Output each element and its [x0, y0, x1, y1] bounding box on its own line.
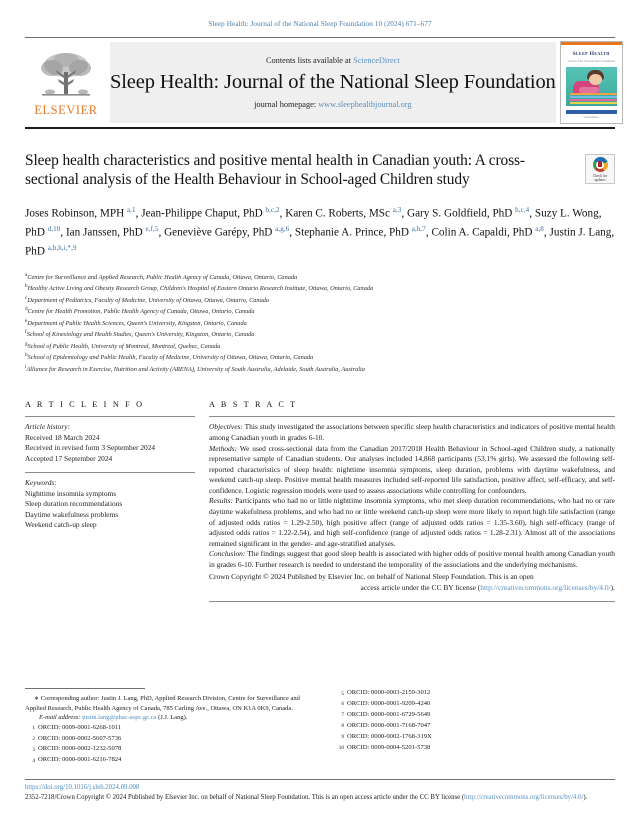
- info-abstract-region: [25, 400, 615, 602]
- affiliation-marker: a: [25, 271, 28, 278]
- affiliation-marker: d: [25, 306, 28, 313]
- affiliation-item: [25, 271, 615, 283]
- orcid-note: [334, 710, 615, 721]
- keyword-item: Sleep duration recommendations: [25, 499, 123, 509]
- elsevier-wordmark: ELSEVIER: [34, 103, 98, 117]
- orcid-note: [25, 734, 318, 745]
- page-footer: [25, 779, 615, 802]
- elsevier-logo: [25, 38, 107, 127]
- orcid-note: [25, 755, 318, 766]
- orcid-text: ORCID: 0000-0001-9209-4240: [347, 699, 431, 707]
- author-list: Joses Robinson, MPH $^{a,1}$, Jean-Philippe Chaput, PhD $^{b,c,2}$, Karen C. Roberts, MSc $^{a,3}$, Gary S. Goldfield, PhD $^{b,c,4}$, Suzy L. Wong, PhD $^{d,10}$, Ian Janssen, PhD $^{e,f,5}$, Geneviève Garépy, PhD $^{a,g,6}$, Stephanie A. Prince, PhD $^{a,h,7}$, Colin A. Capaldi, PhD $^{a,8}$, Justin J. Lang, PhD $^{a,b,h,i,*,9}$: [25, 206, 615, 258]
- orcid-marker: 2: [32, 736, 35, 743]
- article-info-column: [25, 400, 209, 602]
- corresponding-author-note: ∗ Corresponding author: Justin J. Lang, PhD, Applied Research Division, Centre for Surveillance and Applied Research, Public Health Agency of Canada, 785 Carling Ave., Ottawa, ON K1A 0K9, Canada.: [25, 695, 300, 713]
- orcid-text: ORCID: 0000-0001-6729-5649: [347, 710, 431, 718]
- license-suffix: ).: [610, 583, 615, 593]
- footnote-divider: [25, 688, 145, 689]
- journal-homepage-line: [254, 100, 411, 109]
- article-info-heading: A R T I C L E I N F O: [25, 400, 145, 410]
- affiliation-text: Alliance for Research in Exercise, Nutrition and Activity (ARENA), University of South Australia, Adelaide, South Australia, Australia: [26, 365, 365, 373]
- footer-copyright: [25, 793, 615, 802]
- orcid-text: ORCID: 0000-0001-6216-7824: [38, 756, 122, 764]
- orcid-note: [334, 732, 615, 743]
- divider: [25, 416, 195, 417]
- email-address-link[interactable]: justin.lang@phac-aspc.gc.ca: [82, 714, 157, 722]
- affiliation-item: [25, 317, 615, 329]
- abstract-section-label: Objectives:: [209, 422, 243, 432]
- cover-footer: ScienceDirect: [583, 116, 599, 119]
- divider: [209, 416, 615, 417]
- footer-copyright-text: 2352-7218/Crown Copyright © 2024 Published by Elsevier Inc. on behalf of National Sleep Foundation. This is an open access article under the CC BY license (: [25, 794, 465, 801]
- divider: [25, 472, 195, 473]
- abstract-copyright-line1: Crown Copyright © 2024 Published by Elsevier Inc. on behalf of National Sleep Foundation. This is an open: [209, 571, 534, 581]
- cover-title: Sleep Health: [572, 51, 610, 57]
- corresponding-author-text: Corresponding author: Justin J. Lang, PhD, Applied Research Division, Centre for Surveillance and Applied Research, Public Health Agency of Canada, 785 Carling Ave., Ottawa, ON K1A 0K9, Canada.: [25, 695, 300, 713]
- email-note: [25, 713, 318, 722]
- affiliation-marker: f: [25, 329, 27, 336]
- abstract-section-label: Results:: [209, 496, 233, 506]
- footer-copyright-suffix: ).: [583, 794, 588, 801]
- affiliation-marker: b: [25, 283, 28, 290]
- orcid-note: [334, 743, 615, 754]
- email-label: E-mail address:: [39, 714, 81, 722]
- orcid-text: ORCID: 0000-0002-1768-319X: [347, 732, 432, 740]
- contents-lists-line: [266, 56, 400, 65]
- orcid-marker: 6: [341, 701, 344, 708]
- orcid-text: ORCID: 0009-0001-6268-1011: [38, 723, 122, 731]
- abstract-section: [209, 549, 615, 570]
- abstract-section-text: This study investigated the associations between specific sleep health characteristics and indicators of positive mental health among Canadian youth in grades 6-10.: [209, 422, 615, 442]
- article-history-item: Received in revised form 3 September 2024: [25, 443, 156, 453]
- affiliation-text: School of Public Health, University of Montreal, Montreal, Quebec, Canada: [27, 342, 221, 350]
- keyword-item: Daytime wakefulness problems: [25, 509, 119, 519]
- email-owner: (J.J. Lang).: [158, 714, 188, 722]
- divider: [209, 601, 615, 602]
- sciencedirect-link[interactable]: ScienceDirect: [353, 55, 400, 65]
- orcid-marker: 3: [32, 746, 35, 753]
- keywords-label: Keywords:: [25, 478, 57, 488]
- article-history-item: Received 18 March 2024: [25, 432, 100, 442]
- affiliation-marker: e: [25, 317, 28, 324]
- crossmark-icon: [593, 157, 608, 172]
- footnotes-region: [25, 688, 615, 766]
- footnotes-right-column: [330, 688, 615, 766]
- homepage-prefix: journal homepage:: [254, 99, 319, 109]
- affiliation-text: Centre for Surveillance and Applied Research, Public Health Agency of Canada, Ottawa, Ontario, Canada: [27, 273, 298, 281]
- title-block: [25, 151, 615, 189]
- affiliation-item: [25, 305, 615, 317]
- keyword-item: Weekend catch-up sleep: [25, 520, 97, 530]
- license-prefix: access article under the CC BY license (: [360, 583, 481, 593]
- cc-by-license-link[interactable]: http://creativecommons.org/licenses/by/4.0/: [480, 583, 611, 593]
- page-title: Sleep health characteristics and positive mental health in Canadian youth: A cross-sectional analysis of the Health Behaviour in School-aged Children study: [25, 152, 525, 188]
- journal-homepage-link[interactable]: www.sleephealthjournal.org: [318, 99, 412, 109]
- crossmark-label-line1: Check for: [592, 173, 608, 178]
- orcid-text: ORCID: 0009-0004-5201-5738: [347, 743, 431, 751]
- affiliation-text: Healthy Active Living and Obesity Research Group, Children's Hospital of Eastern Ontario Research Institute, Ottawa, Ontario, Canada: [27, 285, 374, 293]
- article-history-item: Accepted 17 September 2024: [25, 453, 113, 463]
- affiliation-item: [25, 294, 615, 306]
- affiliation-item: [25, 328, 615, 340]
- abstract-copyright-line2: [209, 583, 615, 594]
- affiliation-text: Department of Public Health Sciences, Queen's University, Kingston, Ontario, Canada: [27, 319, 247, 327]
- orcid-note: [334, 699, 615, 710]
- journal-masthead: [25, 37, 615, 129]
- keyword-item: Nighttime insomnia symptoms: [25, 488, 117, 498]
- abstract-section-text: We used cross-sectional data from the Canadian 2017/2018 Health Behaviour in School-aged Children study, a nationally representative sample of Canadian students. Our analyses included 14,868 participants (53.1% girls). We assessed the following self-reported characteristics of sleep health: nighttime insomnia symptoms, sleep duration, problems with daytime wakefulness, and weekend catch-up sleep. Positive mental health measures included self-reported life satisfaction, positive affect, self-efficacy, and self-confidence. Logistic regression models were used to assess associations while controlling for confounders.: [209, 443, 615, 495]
- orcid-note: [334, 721, 615, 732]
- affiliation-item: [25, 340, 615, 352]
- footnotes-left-column: [25, 688, 330, 766]
- orcid-marker: 7: [341, 712, 344, 719]
- orcid-text: ORCID: 0000-0003-2159-3012: [347, 689, 431, 696]
- abstract-section: [209, 422, 615, 443]
- footer-license-link[interactable]: http://creativecommons.org/licenses/by/4.0/: [464, 794, 584, 801]
- cover-photo: [566, 67, 617, 106]
- crossmark-label-line2: updates: [594, 177, 606, 182]
- abstract-section-text: Participants who had no or little nighttime insomnia symptoms, who met sleep duration recommendations, who had no or rare daytime wakefulness problems, and who had no or little weekend catch-up sleep were more likely to report high life satisfaction (range of adjusted odds ratios = 1.29-2.50), high positive affect (range of adjusted odds ratios = 1.35-3.60), high self-efficacy (range of adjusted odds ratios = 1.22-2.54), and high self-confidence (range of adjusted odds ratios = 1.28-2.31). Almost all of the associations remained significant in the gender- and age-stratified analyses.: [209, 496, 615, 548]
- affiliation-item: [25, 351, 615, 363]
- contents-prefix: Contents lists available at: [266, 55, 354, 65]
- orcid-note: [334, 688, 615, 699]
- abstract-section-text: The findings suggest that good sleep health is associated with higher odds of positive mental health among Canadian youth in grades 6-10. Further research is needed to understand the temporality of the associations and the underlying mechanisms.: [209, 549, 615, 570]
- crossmark-check-for-updates-badge[interactable]: [585, 154, 615, 184]
- abstract-heading: A B S T R A C T: [209, 400, 298, 410]
- affiliation-list: [25, 271, 615, 375]
- divider: [25, 779, 615, 780]
- journal-title: Sleep Health: Journal of the National Sleep Foundation: [110, 70, 556, 93]
- orcid-marker: 8: [341, 723, 344, 730]
- orcid-marker: 9: [341, 734, 344, 741]
- orcid-text: ORCID: 0000-0001-7168-7047: [347, 721, 431, 729]
- running-head: Sleep Health: Journal of the National Sleep Foundation 10 (2024) 671–677: [208, 20, 432, 28]
- affiliation-text: Department of Pediatrics, Faculty of Medicine, University of Ottawa, Ottawa, Ontario, Canada: [27, 296, 270, 304]
- orcid-marker: 4: [32, 757, 35, 764]
- cover-subtitle: Journal of the National Sleep Foundation: [567, 59, 615, 63]
- orcid-note: [25, 744, 318, 755]
- cover-top-bar: [561, 42, 622, 45]
- abstract-section-label: Methods:: [209, 443, 238, 453]
- abstract-section-label: Conclusion:: [209, 549, 246, 559]
- affiliation-marker: g: [25, 340, 28, 347]
- orcid-marker: 1: [32, 725, 35, 732]
- affiliation-text: School of Epidemiology and Public Health, Faculty of Medicine, University of Ottawa, Ottawa, Ontario, Canada: [27, 354, 314, 362]
- journal-band: [110, 42, 556, 123]
- abstract-section: [209, 496, 615, 549]
- orcid-marker: 10: [338, 745, 344, 752]
- abstract-section: [209, 444, 615, 497]
- orcid-note: [25, 723, 318, 734]
- orcid-marker: 5: [341, 690, 344, 697]
- cover-books: [570, 93, 617, 104]
- affiliation-marker: c: [25, 294, 28, 301]
- orcid-text: ORCID: 0000-0002-1232-5078: [38, 745, 122, 753]
- affiliation-marker: i: [25, 363, 27, 370]
- affiliation-marker: h: [25, 352, 28, 359]
- abstract-column: [209, 400, 615, 602]
- affiliation-item: [25, 282, 615, 294]
- affiliation-item: [25, 363, 615, 375]
- article-history-label: Article history:: [25, 422, 70, 432]
- doi-link[interactable]: https://doi.org/10.1016/j.sleh.2024.09.008: [25, 784, 140, 791]
- elsevier-tree-icon: [38, 50, 94, 102]
- orcid-text: ORCID: 0000-0002-5607-5736: [38, 734, 122, 742]
- journal-cover-thumbnail[interactable]: [560, 41, 623, 124]
- cover-bottom-bar: [566, 110, 617, 114]
- affiliation-text: Centre for Health Promotion, Public Health Agency of Canada, Ottawa, Ontario, Canada: [27, 308, 255, 316]
- affiliation-text: School of Kinesiology and Health Studies, Queen's University, Kingston, Ontario, Canada: [26, 331, 255, 339]
